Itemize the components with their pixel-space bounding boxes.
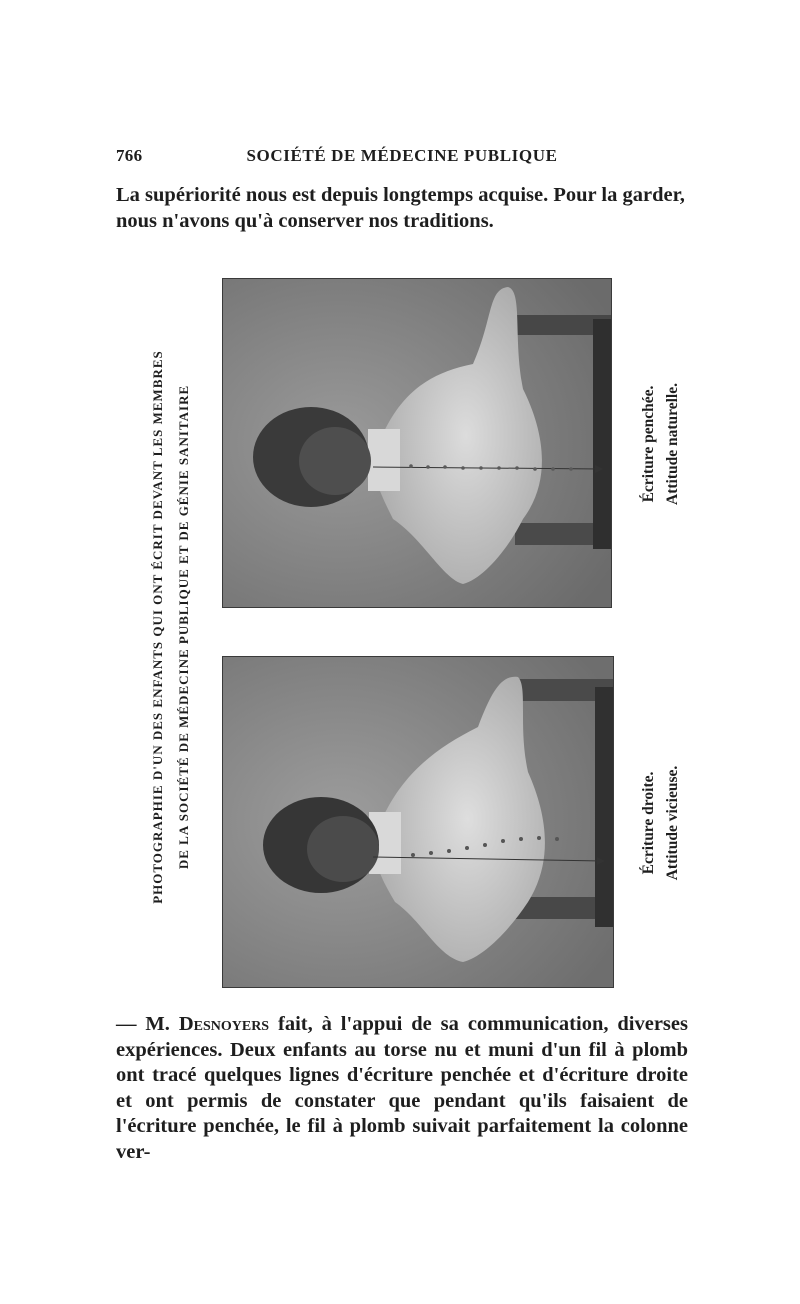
figure-caption	[145, 347, 195, 907]
photo-straight-writing	[222, 656, 614, 988]
label-slanted-writing-line-1: Écriture penchée.	[640, 385, 657, 503]
paragraph-top: La supériorité nous est depuis longtemps acquise. Pour la garder, nous n'avons qu'à conserver nos traditions.	[116, 184, 685, 232]
figure-caption-line-2: DE LA SOCIÉTÉ DE MÉDECINE PUBLIQUE ET DE GÉNIE SANITAIRE	[176, 384, 191, 870]
paragraph-bottom	[116, 1012, 688, 1165]
page-header	[116, 146, 688, 172]
photo-slanted-writing	[222, 278, 612, 608]
label-straight-writing	[637, 653, 687, 993]
paragraph-bottom-lead: — M.	[116, 1013, 179, 1035]
label-slanted-writing-line-2: Attitude naturelle.	[664, 383, 681, 505]
label-straight-writing-line-1: Écriture droite.	[640, 771, 657, 875]
paragraph-bottom-text: fait, à l'appui de sa communication, diverses expériences. Deux enfants au torse nu et muni d'un fil à plomb ont tracé quelques lignes d'écriture penchée et d'écriture droite et ont permis de constater que pendant qu'ils faisaient de l'écriture penchée, le fil à plomb suivait parfaitement la colonne ver-	[116, 1013, 688, 1163]
figure-caption-line-1: PHOTOGRAPHIE D'UN DES ENFANTS QUI ONT ÉCRIT DEVANT LES MEMBRES	[150, 350, 165, 904]
label-straight-writing-line-2: Attitude vicieuse.	[664, 765, 681, 881]
page-number: 766	[116, 146, 143, 165]
running-title: SOCIÉTÉ DE MÉDECINE PUBLIQUE	[246, 146, 558, 165]
author-name: Desnoyers	[178, 1013, 270, 1035]
label-slanted-writing	[637, 274, 687, 614]
